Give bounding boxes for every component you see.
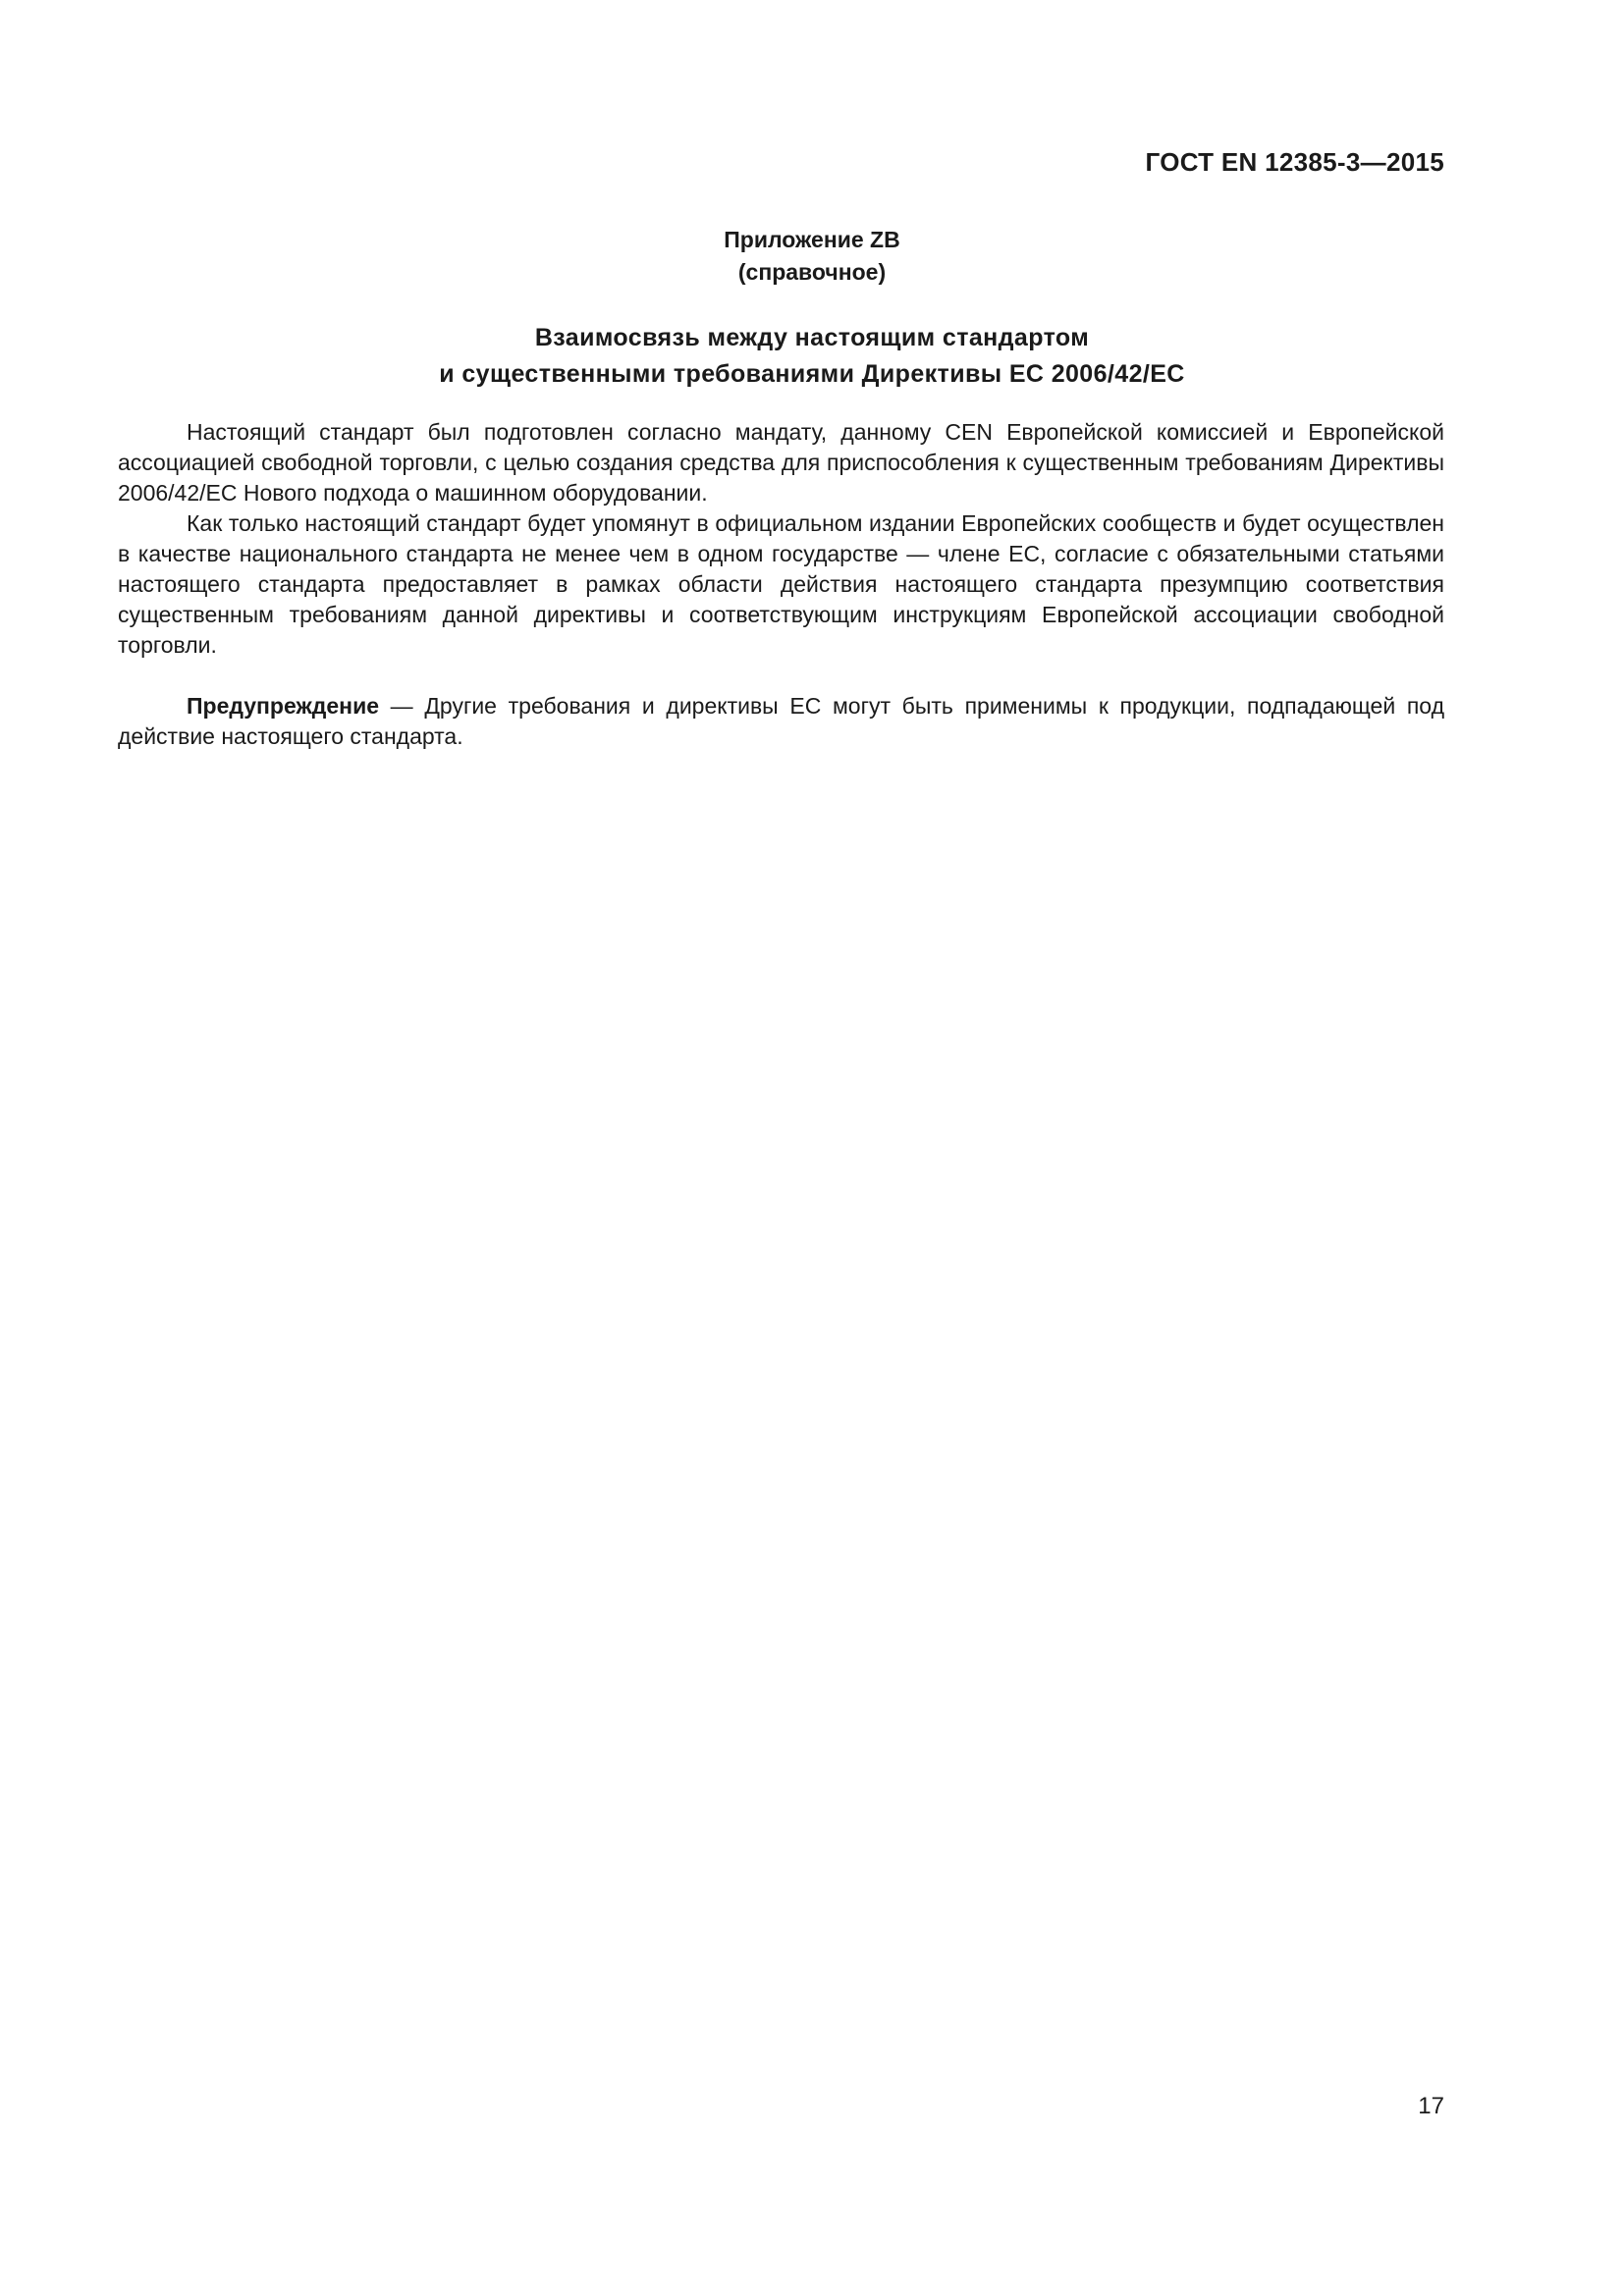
section-title-line-1: Взаимосвязь между настоящим стандартом [534,324,1090,351]
annex-status: (справочное) [737,259,887,285]
section-title [0,320,1624,393]
warning-text: — Другие требования и директивы ЕС могут быть применимы к продукции, подпадающей под действие настоящего стандарта. [118,693,1444,749]
annex-title: Приложение ZB [724,227,900,252]
paragraph-mandate: Настоящий стандарт был подготовлен согласно мандату, данному CEN Европейской комиссией и Европейской ассоциацией свободной торговли, с целью создания средства для приспособления к существенным требованиям Директивы 2006/42/ЕС Нового подхода о машинном оборудовании. [118,419,1444,506]
warning-paragraph [118,691,1444,752]
section-title-line-2: и существенными требованиями Директивы ЕС 2006/42/ЕС [439,360,1185,388]
warning-label: Предупреждение [187,693,379,719]
page-number: 17 [1418,2093,1444,2119]
paragraph-presumption: Как только настоящий стандарт будет упомянут в официальном издании Европейских сообществ и будет осуществлен в качестве национального стандарта не менее чем в одном государстве — члене ЕС, согласие с обязательными статьями настоящего стандарта предоставляет в рамках области действия настоящего стандарта презумпцию соответствия существенным требованиям данной директивы и соответствующим инструкциям Европейской ассоциации свободной торговли. [118,510,1444,658]
document-code: ГОСТ EN 12385-3—2015 [1145,147,1444,177]
body-text [118,417,1444,752]
annex-heading [0,224,1624,289]
